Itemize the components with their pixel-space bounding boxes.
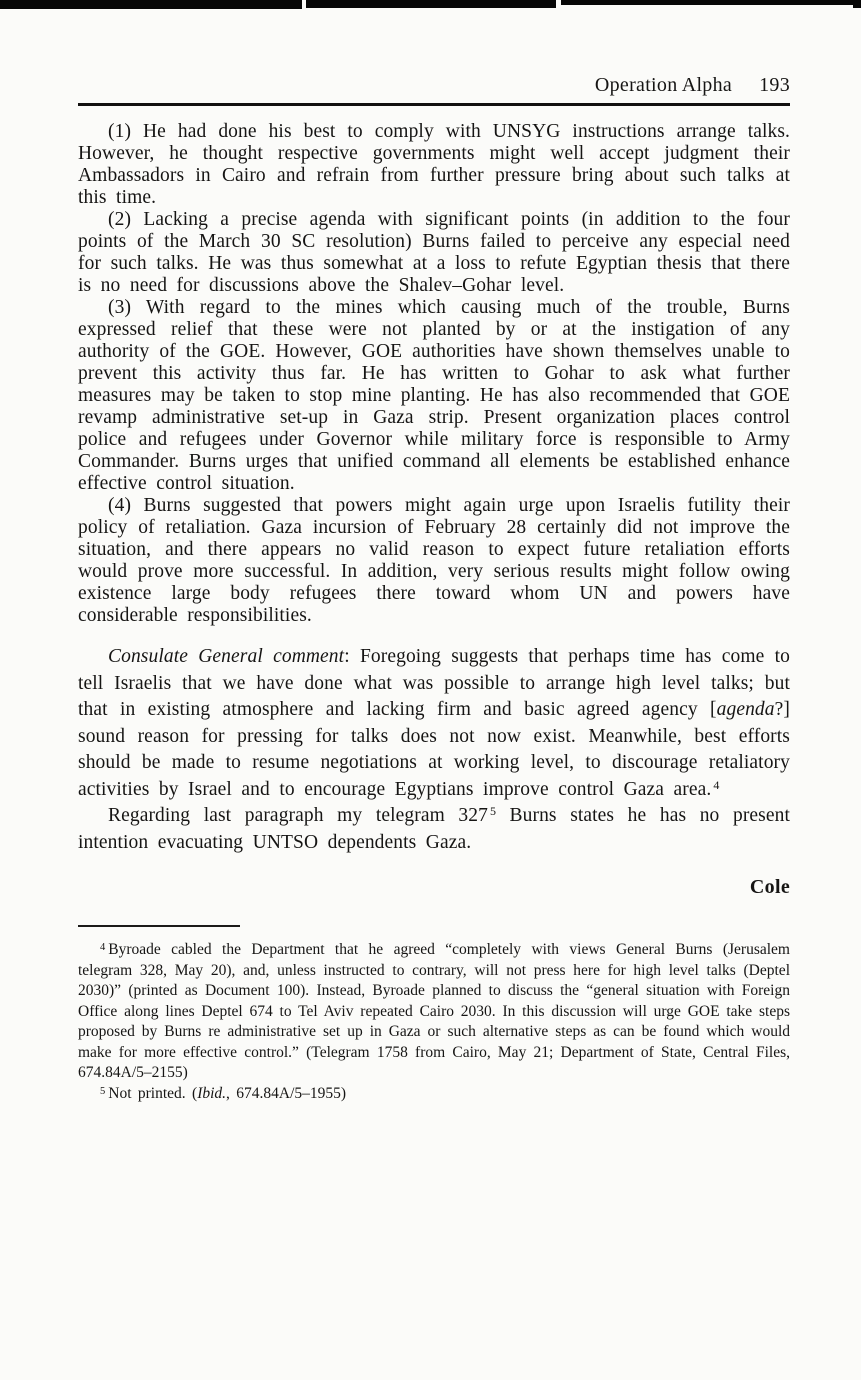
running-head-title: Operation Alpha bbox=[594, 74, 733, 96]
footnote-marker: 5 bbox=[100, 1085, 106, 1097]
paragraph: (2) Lacking a precise agenda with significant points (in addition to the four points of the March 30 SC resolution) Burns failed to perceive any especial need for such talks. He was thus somewhat at a loss to refute Egyptian thesis that there is no need for discussions above the Shalev–Gohar level. bbox=[78, 209, 790, 296]
page-content bbox=[78, 74, 790, 1104]
footnotes bbox=[78, 940, 790, 1104]
paragraph: Regarding last paragraph my telegram 327 $^5$ Burns states he has no present intention evacuating UNTSO dependents Gaza. bbox=[78, 804, 790, 853]
scan-bar-segment bbox=[853, 0, 861, 8]
footnote-separator bbox=[78, 925, 240, 927]
paragraph: Consulate General comment: Foregoing suggests that perhaps time has come to tell Israelis that we have done what was possible to arrange high level talks; but that in existing atmosphere and lacking firm and basic agreed agency [agenda?] sound reason for pressing for talks does not now exist. Meanwhile, best efforts should be made to resume negotiations at working level, to discourage retaliatory activities by Israel and to encourage Egyptians improve control Gaza area. $^4$ bbox=[78, 646, 790, 800]
scan-bar-segment bbox=[0, 0, 302, 9]
body-text bbox=[78, 121, 790, 856]
page-number: 193 bbox=[759, 74, 790, 96]
scan-bar-segment bbox=[306, 0, 556, 8]
footnote: $^4$ Byroade cabled the Department that he agreed “completely with views General Burns (Jerusalem telegram 328, May 20), and, unless instructed to contrary, will not press here for high level talks (Deptel 2030)” (printed as Document 100). Instead, Byroade planned to discuss the “general situation with Foreign Office along lines Deptel 674 to Tel Aviv repeated Cairo 2030. In this discussion will urge GOE take steps proposed by Burns re administrative set up in Gaza or such alternative steps as can be found which would make for more effective control.” (Telegram 1758 from Cairo, May 21; Department of State, Central Files, 674.84A/5–2155) bbox=[78, 941, 790, 1081]
footnote: $^5$ Not printed. (Ibid., 674.84A/5–1955) bbox=[100, 1084, 347, 1102]
footnote-marker: 4 bbox=[100, 942, 106, 953]
paragraph: (4) Burns suggested that powers might again urge upon Israelis futility their policy of retaliation. Gaza incursion of February 28 certainly did not improve the situation, and there appears no valid reason to expect future retaliation efforts would prove more successful. In addition, very serious results might follow owing existence large body refugees there toward whom UN and powers have considerable responsibilities. bbox=[78, 495, 790, 626]
paragraph: (3) With regard to the mines which causing much of the trouble, Burns expressed relief that these were not planted by or at the instigation of any authority of the GOE. However, GOE authorities have shown themselves unable to prevent this activity thus far. He has written to Gohar to ask what further measures may be taken to stop mine planting. He has also recommended that GOE revamp administrative set-up in Gaza strip. Present organization places control police and refugees under Governor while military force is responsible to Army Commander. Burns urges that unified command all elements be established enhance effective control situation. bbox=[78, 297, 790, 494]
signature: Cole bbox=[749, 876, 790, 898]
scan-bar-segment bbox=[561, 0, 853, 5]
paragraph: (1) He had done his best to comply with UNSYG instructions arrange talks. However, he thought respective governments might well accept judgment their Ambassadors in Cairo and refrain from further pressure bring about such talks at this time. bbox=[78, 121, 790, 208]
running-header bbox=[78, 74, 790, 106]
